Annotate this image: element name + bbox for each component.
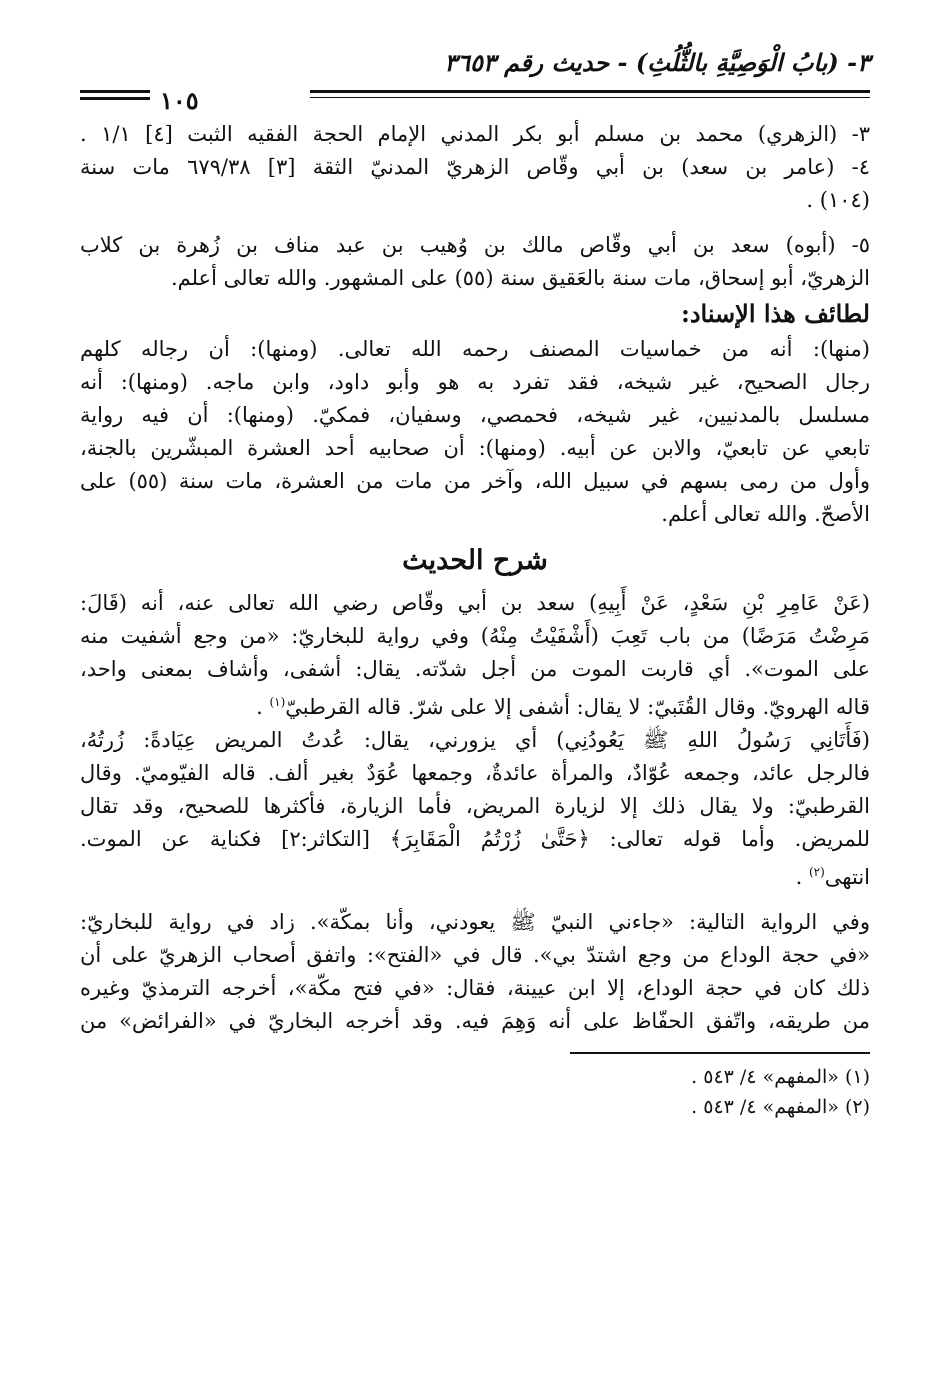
header-rule-thick [310,90,870,93]
sharh-line-with-note: قاله الهرويّ. وقال القُتَبيّ: لا يقال: أشفى إلا على شرّ. قاله القرطبيّ$^{(١)}$ . [256,695,870,719]
lataif-heading: لطائف هذا الإسناد: [680,299,870,328]
sharh-line: القرطبيّ: ولا يقال ذلك إلا لزيارة المريض، فأما الزيارة، فأكثرها للصحيح، وقد تقال [80,794,870,818]
lataif-line: مسلسل بالمدنيين، غير شيخه، فحمصي، وسفيان، فمكيّ. (ومنها): أن فيه رواية [80,403,870,427]
sharh-paragraph-2 [80,724,870,894]
narrator-line: (١٠٤) . [806,188,870,212]
narrator-line: ٤- (عامر بن سعد) بن أبي وقّاص الزهريّ المدنيّ الثقة [٣] ٦٧٩/٣٨ مات سنة [80,155,870,179]
narrators-list [80,118,870,295]
sharh-line: مَرِضْتُ مَرَضًا) من باب تَعِبَ (أَشْفَيْتُ مِنْهُ) وفي رواية للبخاريّ: «من وجع أشفيت منه [80,624,870,648]
narrator-line: ٣- (الزهري) محمد بن مسلم أبو بكر المدني الإمام الحجة الفقيه الثبت [٤] ١/١ . [80,122,871,146]
sharh-line: من طريقه، واتّفق الحفّاظ على أنه وَهِمَ فيه. وقد أخرجه البخاريّ في «الفرائض» من [80,1009,870,1033]
sharh-line-with-note: انتهى$^{(٢)}$ . [795,865,870,889]
lataif-line: رجال الصحيح، غير شيخه، فقد تفرد به هو وأبو داود، وابن ماجه. (ومنها): أنه [80,370,870,394]
lataif-line: تابعي عن تابعيّ، والابن عن أبيه. (ومنها): أن صحابيه أحد العشرة المبشّرين بالجنة، [80,436,870,460]
page-number-rule-top [80,90,150,93]
header-rule [80,86,870,115]
sharh-line: وفي الرواية التالية: «جاءني النبيّ ﷺ يعودني، وأنا بمكّة». زاد في رواية للبخاريّ: [80,910,870,934]
sharh-paragraph-1 [80,587,870,724]
lataif-paragraph [80,333,870,531]
footnote: (٢) «المفهم» ٤/ ٥٤٣ . [691,1096,870,1118]
footnote-ref: (١) [269,695,286,709]
sharh-paragraph-3 [80,906,870,1038]
footnote-divider [570,1052,870,1054]
footnote-ref: (٢) [808,865,825,879]
footnote: (١) «المفهم» ٤/ ٥٤٣ . [691,1066,870,1088]
page-number: ١٠٥ [160,86,199,115]
lataif-line: الأصحّ. والله تعالى أعلم. [661,502,870,526]
lataif-line: وأول من رمى بسهم في سبيل الله، وآخر من مات من العشرة، مات سنة (٥٥) على [80,469,870,493]
header-rule-thin [310,97,870,98]
page-header [80,40,870,115]
sharh-line: قاله الهرويّ. وقال القُتَبيّ: لا يقال: أشفى إلا على شرّ. قاله القرطبيّ [285,695,870,719]
lataif-line: (منها): أنه من خماسيات المصنف رحمه الله تعالى. (ومنها): أن رجاله كلهم [80,337,870,361]
sharh-heading: شرح الحديث [402,545,548,576]
sharh-line: فالرجل عائد، وجمعه عُوّادٌ، والمرأة عائدةٌ، وجمعها عُوَدٌ بغير ألف. قاله الفيّوميّ. وقال [80,761,870,785]
narrator-line: ٥- (أبوه) سعد بن أبي وقّاص مالك بن وُهيب بن عبد مناف بن زُهرة بن كلاب [80,233,870,257]
book-page [80,40,870,1122]
sharh-line: انتهى [824,865,870,889]
sharh-line: «في حجة الوداع من وجع اشتدّ بي». قال في «الفتح»: واتفق أصحاب الزهريّ على أن [80,943,870,967]
sharh-line: ذلك كان في حجة الوداع، إلا ابن عيينة، فقال: «في فتح مكّة»، أخرجه الترمذيّ وغيره [80,976,870,1000]
footnotes [80,1062,870,1122]
page-number-rule-bottom [80,97,150,100]
sharh-line: (فَأَتَانِي رَسُولُ اللهِ ﷺ يَعُودُنِي) أي يزورني، يقال: عُدتُ المريض عِيَادةً: زُرتُهُ، [80,728,870,752]
narrator-line: الزهريّ، أبو إسحاق، مات سنة بالعَقيق سنة (٥٥) على المشهور. والله تعالى أعلم. [170,266,870,290]
sharh-line: للمريض. وأما قوله تعالى: ﴿حَتَّىٰ زُرْتُمُ الْمَقَابِرَ﴾ [التكاثر:٢] فكناية عن الموت. [80,827,870,851]
sharh-line: (عَنْ عَامِرِ بْنِ سَعْدٍ، عَنْ أَبِيهِ) سعد بن أبي وقّاص رضي الله تعالى عنه، أنه (قَالَ: [80,591,870,615]
running-title: ٣- (بابُ الْوَصِيَّةِ بالثُّلُثِ) - حديث رقم ٣٦٥٣ [444,48,870,77]
sharh-line: على الموت». أي قاربت الموت من أجل شدّته. يقال: أشفى، وأشاف بمعنى واحد، [80,657,870,681]
